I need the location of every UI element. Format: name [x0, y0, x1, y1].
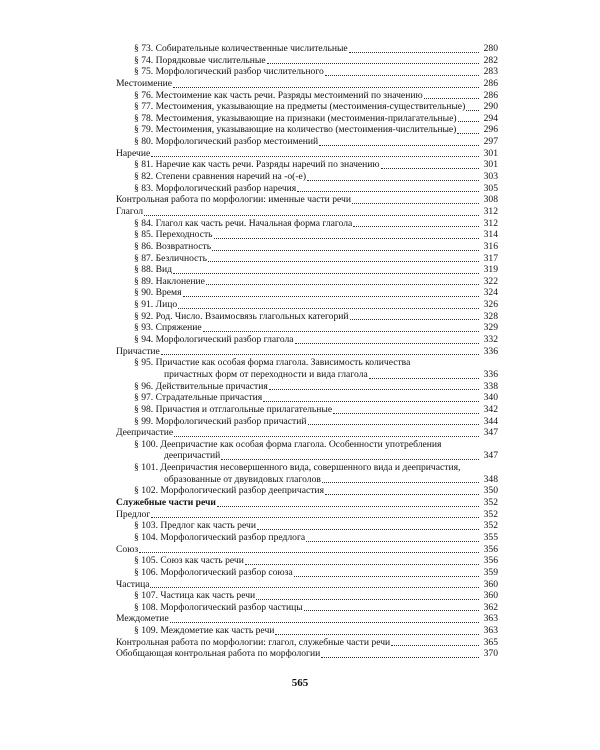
toc-entry: [116, 101, 498, 113]
toc-entry-label: § 86. Возвратность: [134, 240, 212, 252]
toc-entry-label: § 87. Безличность: [134, 252, 208, 264]
dot-leader: [269, 388, 479, 390]
toc-entry-label-continued: деепричастий: [164, 450, 221, 462]
dot-leader: [304, 609, 479, 611]
dot-leader: [294, 575, 479, 577]
toc-entry: [116, 136, 498, 148]
toc-entry-label: Наречие: [116, 147, 151, 159]
toc-entry-page: 282: [483, 54, 498, 66]
dot-leader: [212, 249, 479, 251]
toc-entry: [116, 590, 498, 602]
toc-entry-label: Деепричастие: [116, 427, 174, 439]
toc-entry: [116, 229, 498, 241]
toc-entry-label: § 74. Порядковые числительные: [134, 54, 266, 66]
dot-leader: [353, 225, 479, 227]
toc-entry: [116, 55, 498, 67]
toc-entry-page: 336: [483, 368, 498, 380]
toc-entry-label: § 89. Наклонение: [134, 275, 205, 287]
toc-section-heading: [116, 544, 498, 556]
dot-leader: [466, 109, 479, 111]
toc-entry-page: 296: [483, 124, 498, 136]
toc-entry-page: 340: [483, 392, 498, 404]
dot-leader: [161, 353, 479, 355]
dot-leader: [178, 307, 479, 309]
toc-entry-page: 362: [483, 601, 498, 613]
toc-entry-label: Контрольная работа по морфологии: именные части речи: [116, 194, 351, 206]
dot-leader: [325, 74, 479, 76]
dot-leader: [257, 528, 479, 530]
toc-entry-page: 290: [483, 101, 498, 113]
dot-leader: [275, 633, 479, 635]
toc-entry: [116, 439, 498, 462]
toc-entry-page: 301: [483, 147, 498, 159]
toc-entry-label-continued: причастных форм от переходности и вида глагола: [164, 368, 368, 380]
toc-entry-continuation: [116, 474, 498, 486]
dot-leader: [349, 51, 479, 53]
dot-leader: [170, 621, 479, 623]
toc-entry-page: 352: [483, 508, 498, 520]
toc-entry-label: Причастие: [116, 345, 160, 357]
toc-entry: [116, 90, 498, 102]
dot-leader: [306, 540, 479, 542]
toc-entry-page: 303: [483, 171, 498, 183]
toc-section-heading: [116, 579, 498, 591]
toc-entry-page: 363: [483, 613, 498, 625]
dot-leader: [183, 295, 479, 297]
toc-entry-page: 326: [483, 299, 498, 311]
dot-leader: [221, 458, 479, 460]
toc-entry: [116, 43, 498, 55]
toc-entry: [116, 299, 498, 311]
dot-leader: [308, 423, 479, 425]
toc-entry-page: 286: [483, 89, 498, 101]
toc-entry: [116, 253, 498, 265]
toc-entry: [116, 322, 498, 334]
toc-entry-label: Союз: [116, 543, 139, 555]
dot-leader: [214, 237, 479, 239]
toc-entry-page: 312: [483, 217, 498, 229]
toc-entry: [116, 520, 498, 532]
toc-entry-page: 336: [483, 345, 498, 357]
toc-section-heading: [116, 648, 498, 660]
dot-leader: [150, 586, 479, 588]
toc-entry-label: Частица: [116, 578, 150, 590]
toc-entry-label: Контрольная работа по морфологии: глагол, служебные части речи: [116, 636, 391, 648]
toc-entry: [116, 334, 498, 346]
toc-entry-label: § 97. Страдательные причастия: [134, 392, 263, 404]
toc-entry-page: 348: [483, 473, 498, 485]
toc-entry-label: § 79. Местоимения, указывающие на количество (местоимения-числительные): [134, 124, 457, 136]
toc-entry-label-continued: образованные от двувидовых глаголов: [164, 473, 321, 485]
toc-entry: [116, 159, 498, 171]
toc-entry-label: § 99. Морфологический разбор причастий: [134, 415, 307, 427]
toc-entry: [116, 392, 498, 404]
toc-entry-label: § 93. Спряжение: [134, 322, 202, 334]
toc-entry-label: § 75. Морфологический разбор числительного: [134, 66, 324, 78]
dot-leader: [297, 190, 479, 192]
toc-entry-page: 342: [483, 403, 498, 415]
toc-entry-label: § 100. Деепричастие как особая форма глагола. Особенности употребления: [134, 438, 442, 450]
toc-entry-page: 338: [483, 380, 498, 392]
toc-entry-label: § 94. Морфологический разбор глагола: [134, 334, 294, 345]
dot-leader: [139, 551, 479, 553]
dot-leader: [391, 644, 479, 646]
dot-leader: [206, 283, 479, 285]
toc-entry-page: 308: [483, 194, 498, 206]
dot-leader: [217, 505, 479, 507]
dot-leader: [307, 179, 479, 181]
dot-leader: [263, 400, 479, 402]
dot-leader: [458, 120, 479, 122]
toc-entry: [116, 416, 498, 428]
toc-entry-page: 350: [483, 485, 498, 497]
toc-entry-label: § 76. Местоимение как часть речи. Разряды местоимений по значению: [134, 89, 423, 101]
toc-entry-label: § 98. Причастия и отглагольные прилагательные: [134, 403, 333, 415]
toc-entry: [116, 602, 498, 614]
toc-entry: [116, 66, 498, 78]
toc-entry: [116, 357, 498, 380]
toc-entry-page: 360: [483, 590, 498, 602]
toc-entry: [116, 555, 498, 567]
toc-entry-page: 360: [483, 578, 498, 590]
toc-entry-page: 347: [483, 450, 498, 462]
toc-entry: [116, 532, 498, 544]
dot-leader: [321, 656, 479, 658]
toc-entry-label: § 102. Морфологический разбор деепричастия: [134, 485, 324, 497]
toc-entry-label: § 108. Морфологический разбор частицы: [134, 601, 303, 613]
toc-entry-label: Служебные части речи: [116, 497, 216, 509]
toc-entry-label: Предлог: [116, 508, 151, 520]
toc-entry: [116, 113, 498, 125]
toc-entry-page: 297: [483, 136, 498, 148]
toc-entry-label: Местоимение: [116, 77, 173, 89]
toc-entry-label: § 91. Лицо: [134, 299, 178, 311]
toc-entry-label: § 101. Деепричастия несовершенного вида, совершенного вида и деепричастия,: [134, 462, 461, 474]
toc-entry-label: Междометие: [116, 613, 169, 625]
toc-entry: [116, 485, 498, 497]
toc-entry-page: 324: [483, 287, 498, 299]
toc-section-heading: [116, 427, 498, 439]
toc-entry-label: § 103. Предлог как часть речи: [134, 520, 256, 532]
toc-entry-label: § 77. Местоимения, указывающие на предметы (местоимения-существительные): [134, 101, 466, 113]
toc-entry-page: 352: [483, 497, 498, 509]
dot-leader: [256, 598, 479, 600]
toc-entry-page: 312: [483, 205, 498, 217]
toc-entry-label: § 90. Время: [134, 287, 182, 299]
dot-leader: [350, 318, 479, 320]
toc-entry: [116, 404, 498, 416]
toc-entry-label: § 107. Частица как часть речи: [134, 590, 256, 602]
toc-entry: [116, 381, 498, 393]
toc-entry-page: 356: [483, 543, 498, 555]
dot-leader: [325, 493, 479, 495]
toc-section-heading: [116, 637, 498, 649]
dot-leader: [381, 167, 479, 169]
dot-leader: [151, 516, 479, 518]
toc-entry: [116, 276, 498, 288]
toc-section-heading: [116, 509, 498, 521]
dot-leader: [424, 97, 479, 99]
dot-leader: [151, 155, 479, 157]
toc-entry-page: 305: [483, 182, 498, 194]
toc-entry-label: § 82. Степени сравнения наречий на -о(-е): [134, 171, 307, 183]
toc-entry: [116, 462, 498, 485]
dot-leader: [245, 563, 479, 565]
toc-entry-page: 283: [483, 66, 498, 78]
toc-entry: [116, 625, 498, 637]
toc-entry-page: 319: [483, 264, 498, 276]
toc-entry-page: 344: [483, 415, 498, 427]
toc-entry-page: 363: [483, 625, 498, 637]
toc-entry-label: § 73. Собирательные количественные числительные: [134, 42, 348, 54]
toc-entry-page: 328: [483, 310, 498, 322]
toc-section-heading: [116, 78, 498, 90]
toc-entry-label: § 80. Морфологический разбор местоимений: [134, 136, 319, 148]
toc-entry: [116, 124, 498, 136]
toc-section-heading: [116, 148, 498, 160]
dot-leader: [457, 132, 479, 134]
toc-entry-label: § 78. Местоимения, указывающие на признаки (местоимения-прилагательные): [134, 112, 457, 124]
toc-entry-continuation: [116, 369, 498, 381]
toc-entry-continuation: [116, 450, 498, 462]
dot-leader: [333, 412, 479, 414]
toc-entry-label: § 109. Междометие как часть речи: [134, 625, 275, 637]
toc-entry-page: 352: [483, 520, 498, 532]
toc-entry: [116, 287, 498, 299]
toc-entry-page: 316: [483, 240, 498, 252]
toc-entry-label: § 81. Наречие как часть речи. Разряды наречий по значению: [134, 159, 380, 171]
dot-leader: [208, 260, 479, 262]
dot-leader: [295, 342, 479, 344]
toc-entry-label: § 85. Переходность: [134, 229, 213, 241]
toc-entry: [116, 183, 498, 195]
toc-entry-page: 317: [483, 252, 498, 264]
toc-entry-label: § 84. Глагол как часть речи. Начальная форма глагола: [134, 217, 353, 229]
toc-entry-label: § 83. Морфологический разбор наречия: [134, 182, 297, 194]
toc-section-heading: [116, 497, 498, 509]
toc-section-heading: [116, 613, 498, 625]
dot-leader: [173, 86, 479, 88]
toc-entry-page: 322: [483, 275, 498, 287]
toc-entry-page: 280: [483, 42, 498, 54]
page-number: 565: [291, 677, 309, 689]
dot-leader: [322, 481, 479, 483]
dot-leader: [352, 202, 479, 204]
dot-leader: [173, 272, 479, 274]
dot-leader: [319, 144, 479, 146]
toc-entry-page: 286: [483, 77, 498, 89]
toc-entry-page: 332: [483, 334, 498, 345]
toc-entry-label: § 95. Причастие как особая форма глагола. Зависимость количества: [134, 357, 411, 369]
dot-leader: [267, 62, 479, 64]
toc-entry-label: Обобщающая контрольная работа по морфологии: [116, 648, 321, 660]
toc-entry: [116, 171, 498, 183]
toc-entry-page: 365: [483, 636, 498, 648]
toc-entry-page: 294: [483, 112, 498, 124]
dot-leader: [369, 377, 479, 379]
toc-entry: [116, 311, 498, 323]
toc-entry-page: 355: [483, 531, 498, 543]
toc-section-heading: [116, 194, 498, 206]
table-of-contents: [116, 43, 498, 660]
toc-entry-label: § 105. Союз как часть речи: [134, 555, 244, 567]
toc-section-heading: [116, 206, 498, 218]
toc-entry-page: 301: [483, 159, 498, 171]
toc-entry-label: § 92. Род. Число. Взаимосвязь глагольных категорий: [134, 310, 349, 322]
toc-entry: [116, 264, 498, 276]
toc-entry-page: 347: [483, 427, 498, 439]
toc-entry-page: 356: [483, 555, 498, 567]
toc-entry-label: § 96. Действительные причастия: [134, 380, 268, 392]
dot-leader: [144, 214, 479, 216]
toc-entry-page: 329: [483, 322, 498, 334]
toc-entry-label: Глагол: [116, 205, 144, 217]
toc-entry-page: 370: [483, 648, 498, 660]
toc-entry-label: § 88. Вид: [134, 264, 173, 276]
toc-entry-label: § 104. Морфологический разбор предлога: [134, 531, 306, 543]
toc-section-heading: [116, 346, 498, 358]
dot-leader: [174, 435, 479, 437]
toc-entry-page: 359: [483, 566, 498, 578]
toc-entry: [116, 218, 498, 230]
dot-leader: [203, 330, 479, 332]
toc-entry: [116, 241, 498, 253]
toc-entry-page: 314: [483, 229, 498, 241]
toc-entry-label: § 106. Морфологический разбор союза: [134, 566, 293, 578]
toc-entry: [116, 567, 498, 579]
